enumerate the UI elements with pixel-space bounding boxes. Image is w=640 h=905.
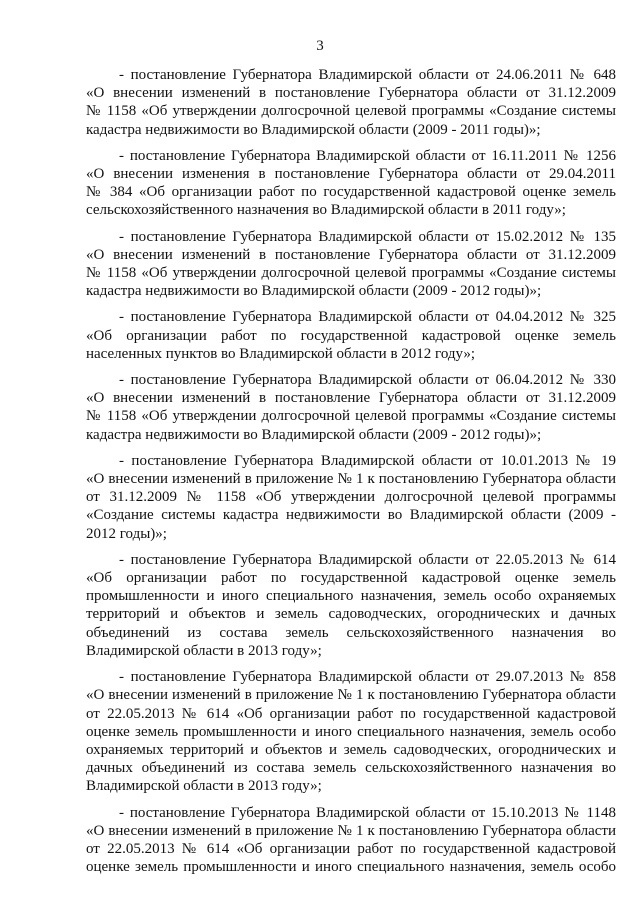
text-line: промышленности и иного специального назначения, земель особо охраняемых [86,588,616,605]
text-line: кадастра недвижимости во Владимирской области (2009 - 2012 годы)»; [86,426,542,443]
text-line: № 384 «Об организации работ по государственной кадастровой оценке земель [86,184,616,201]
text-line: кадастра недвижимости во Владимирской области (2009 - 2011 годы)»; [86,121,541,138]
text-line: 2012 годы)»; [86,525,167,542]
text-line: «О внесении изменений в постановление Губернатора области от 31.12.2009 [86,85,616,102]
text-line: «О внесении изменения в постановление Губернатора области от 29.04.2011 [86,166,616,183]
text-line: «Об организации работ по государственной кадастровой оценке земель [86,570,616,587]
text-line: оценке земель промышленности и иного специального назначения, земель особо [86,859,616,876]
text-line: - постановление Губернатора Владимирской области от 04.04.2012 № 325 [119,309,616,326]
paragraph [86,371,616,444]
paragraph [86,452,616,543]
text-line: «О внесении изменений в постановление Губернатора области от 31.12.2009 [86,390,616,407]
paragraph [86,551,616,660]
text-line: охраняемых территорий и объектов и земель садоводческих, огороднических и [86,741,616,758]
text-line: дачных объединений из состава земель сельскохозяйственного назначения во [86,760,616,777]
text-line: - постановление Губернатора Владимирской области от 15.02.2012 № 135 [119,228,616,245]
paragraph [86,668,616,795]
text-line: - постановление Губернатора Владимирской области от 24.06.2011 № 648 [119,67,616,83]
paragraph [86,147,616,220]
text-line: - постановление Губернатора Владимирской области от 29.07.2013 № 858 [119,669,616,686]
text-line: сельскохозяйственного назначения во Владимирской области в 2011 году»; [86,202,566,219]
text-line: от 22.05.2013 № 614 «Об организации работ по государственной кадастровой [86,705,616,722]
document-body [86,66,616,884]
text-line: «О внесении изменений в приложение № 1 к постановлению Губернатора области [86,687,616,704]
text-line: - постановление Губернатора Владимирской области от 06.04.2012 № 330 [119,372,616,389]
text-line: «О внесении изменений в постановление Губернатора области от 31.12.2009 [86,246,616,263]
text-line: № 1158 «Об утверждении долгосрочной целевой программы «Создание системы [86,265,616,282]
text-line: от 31.12.2009 № 1158 «Об утверждении долгосрочной целевой программы [86,489,616,506]
text-line: «О внесении изменений в приложение № 1 к постановлению Губернатора области [86,822,616,839]
paragraph [86,228,616,301]
text-line: объединений из состава земель сельскохозяйственного назначения во [86,624,616,641]
text-line: - постановление Губернатора Владимирской области от 16.11.2011 № 1256 [119,147,616,164]
text-line: Владимирской области в 2013 году»; [86,642,322,659]
text-line: «Об организации работ по государственной кадастровой оценке земель [86,327,616,344]
paragraph [86,308,616,363]
text-line: оценке земель промышленности и иного специального назначения, земель особо [86,723,616,740]
text-line: территорий и объектов и земель садоводческих, огороднических и дачных [86,606,616,623]
text-line: № 1158 «Об утверждении долгосрочной целевой программы «Создание системы [86,408,616,425]
text-line: от 22.05.2013 № 614 «Об организации работ по государственной кадастровой [86,840,616,857]
text-line: населенных пунктов во Владимирской области в 2012 году»; [86,345,476,362]
text-line: № 1158 «Об утверждении долгосрочной целевой программы «Создание системы [86,103,616,120]
text-line: кадастра недвижимости во Владимирской области (2009 - 2012 годы)»; [86,283,542,300]
text-line: «Создание системы кадастра недвижимости во Владимирской области (2009 - [86,507,616,524]
paragraph [86,66,616,139]
text-line: - постановление Губернатора Владимирской области от 10.01.2013 № 19 [119,452,616,469]
page-number: 3 [316,38,324,54]
text-line: «О внесении изменений в приложение № 1 к постановлению Губернатора области [86,471,616,488]
text-line: - постановление Губернатора Владимирской области от 15.10.2013 № 1148 [119,804,616,821]
text-line: Владимирской области в 2013 году»; [86,778,322,795]
paragraph [86,804,616,877]
text-line: - постановление Губернатора Владимирской области от 22.05.2013 № 614 [119,551,616,568]
